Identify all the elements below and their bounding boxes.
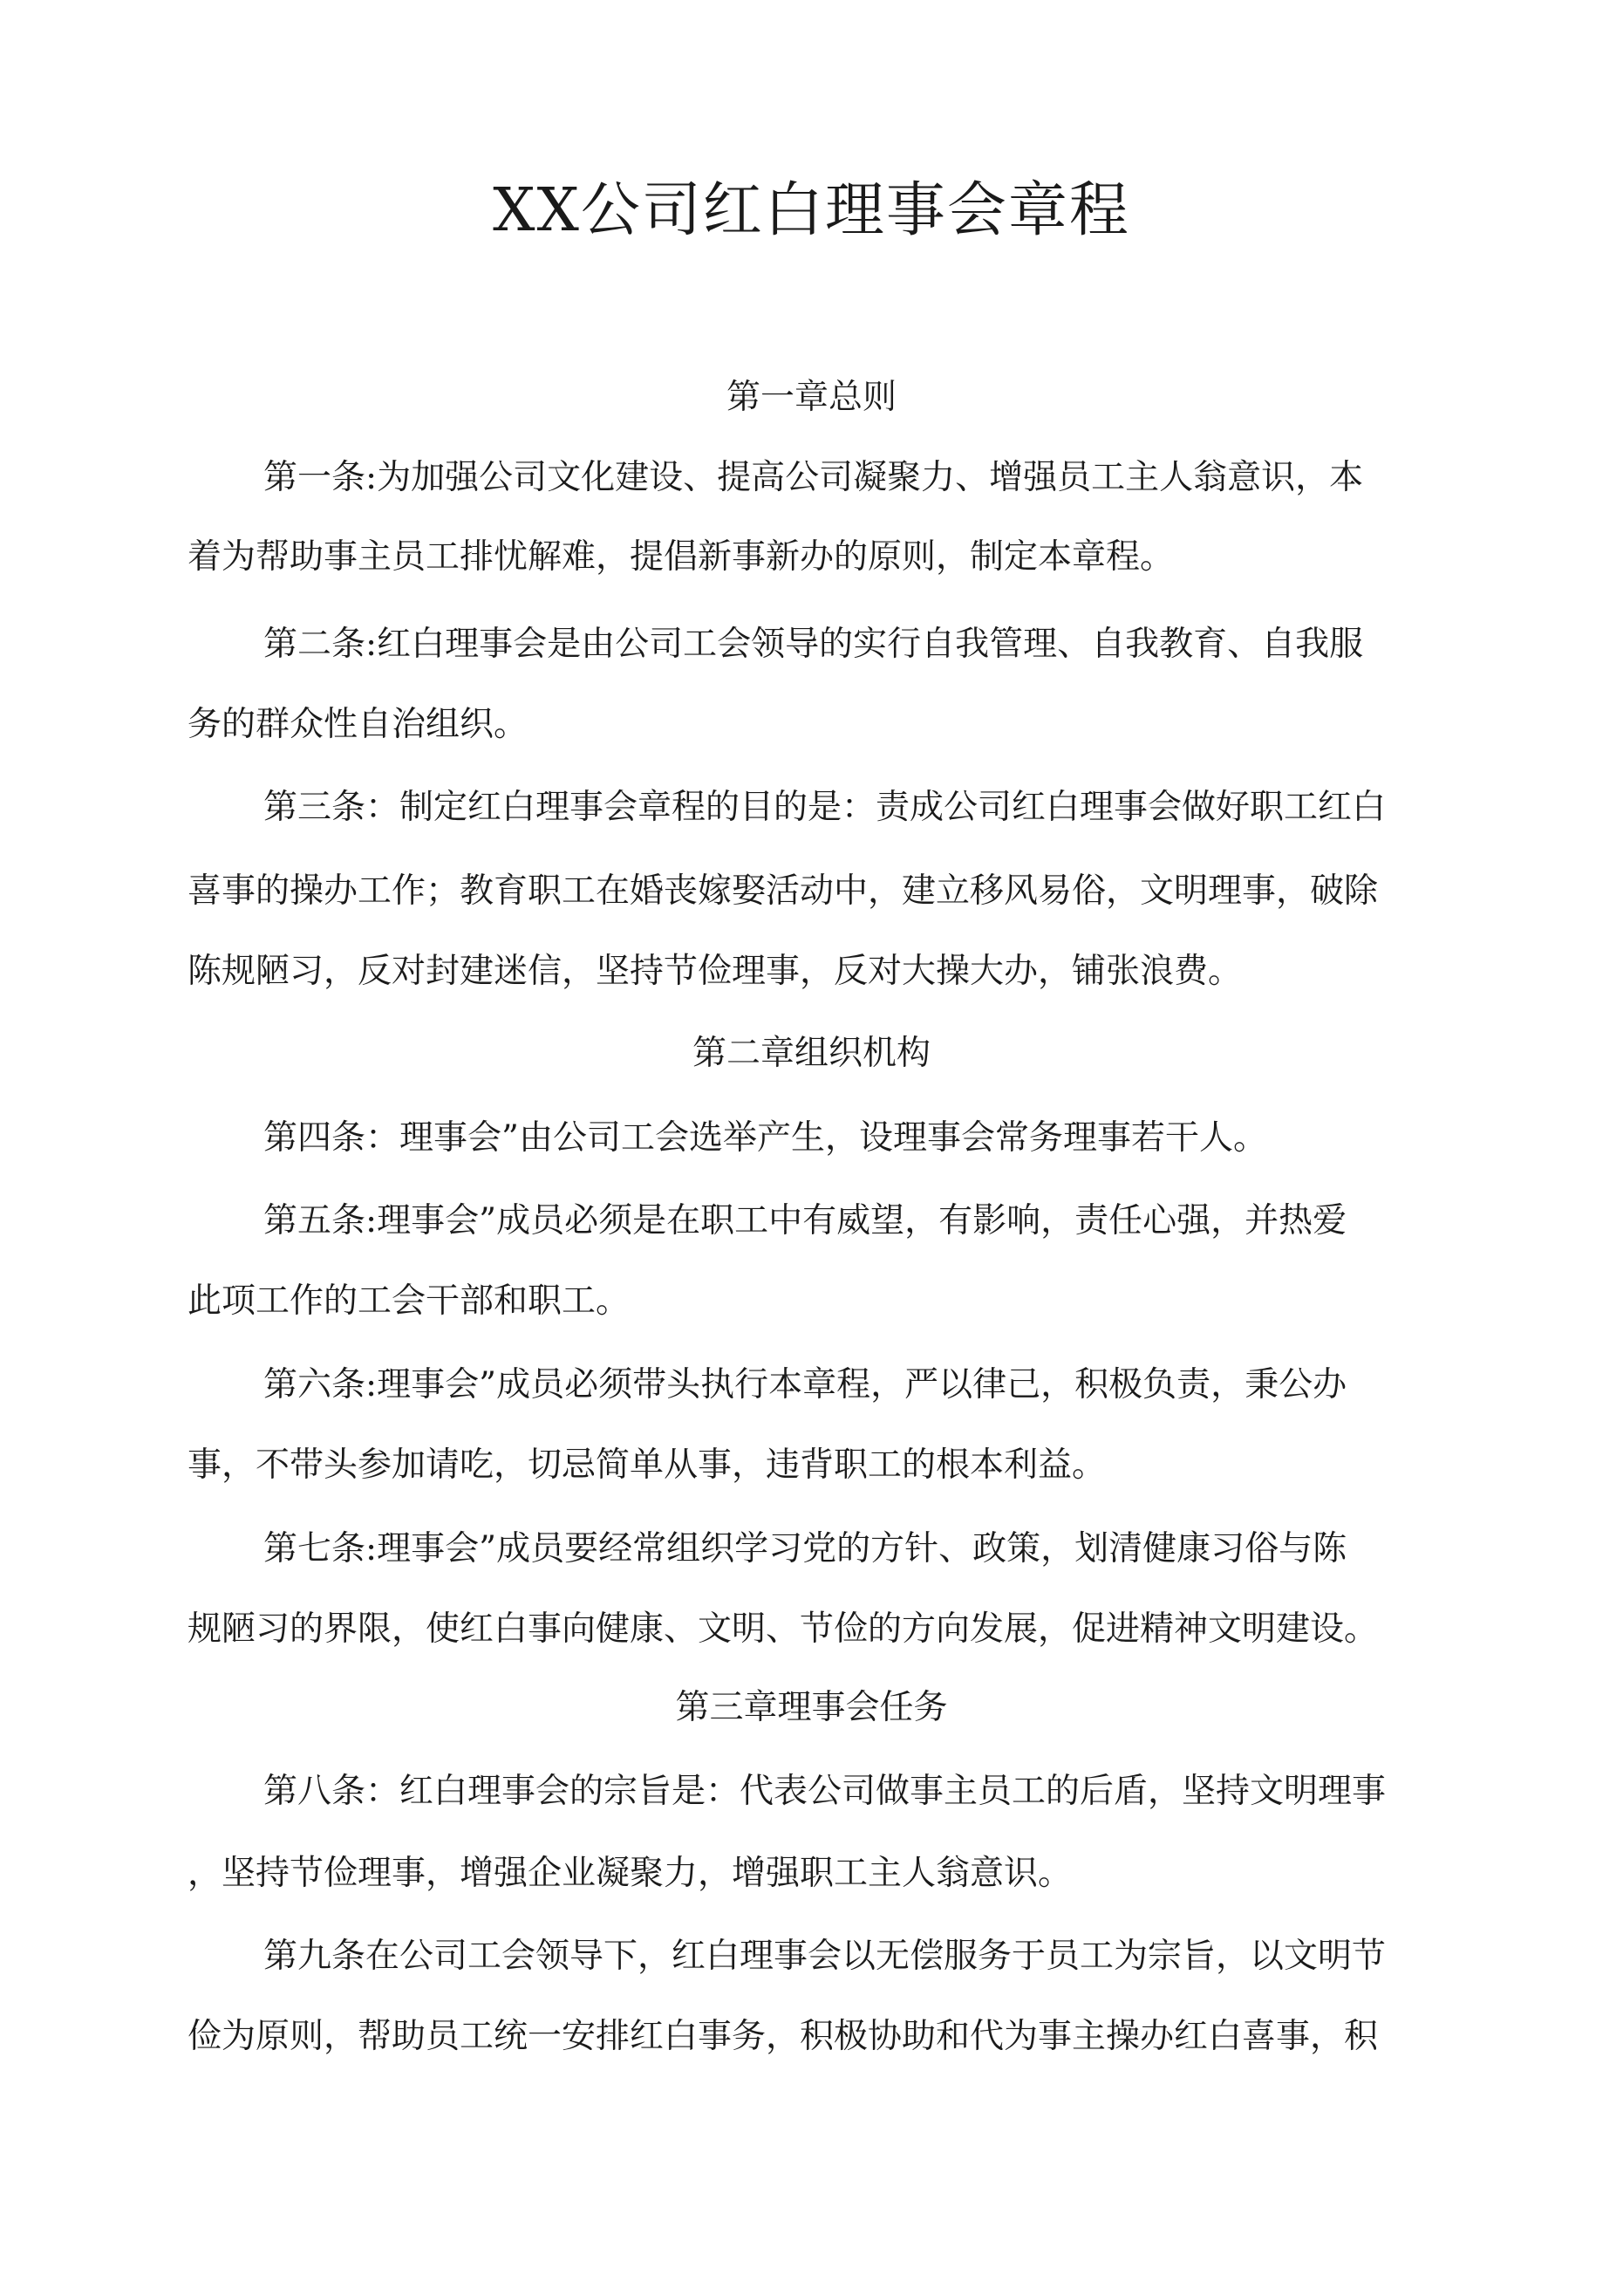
- article-2-line-1: 第二条:红白理事会是由公司工会领导的实行自我管理、自我教育、自我服: [263, 625, 1364, 664]
- article-3-line-1: 第三条：制定红白理事会章程的目的是：责成公司红白理事会做好职工红白: [263, 788, 1387, 827]
- chapter-heading-tasks: 第三章理事会任务: [675, 1688, 948, 1727]
- article-1-line-1: 第一条:为加强公司文化建设、提高公司凝聚力、增强员工主人翁意识，本: [263, 458, 1364, 497]
- chapter-heading-general: 第一章总则: [726, 378, 897, 417]
- article-5-line-1: 第五条:理事会”成员必须是在职工中有威望，有影响，责任心强，并热爱: [263, 1201, 1347, 1240]
- article-1-line-2: 着为帮助事主员工排忧解难，提倡新事新办的原则，制定本章程。: [188, 537, 1175, 577]
- article-8-line-1: 第八条：红白理事会的宗旨是：代表公司做事主员工的后盾，坚持文明理事: [263, 1772, 1387, 1811]
- article-2-line-2: 务的群众性自治组织。: [188, 705, 528, 744]
- article-7-line-2: 规陋习的界限，使红白事向健康、文明、节俭的方向发展，促进精神文明建设。: [188, 1609, 1379, 1649]
- article-3-line-3: 陈规陋习，反对封建迷信，坚持节俭理事，反对大操大办，铺张浪费。: [188, 952, 1243, 991]
- article-3-line-2: 喜事的操办工作；教育职工在婚丧嫁娶活动中，建立移风易俗，文明理事，破除: [188, 871, 1379, 911]
- article-7-line-1: 第七条:理事会”成员要经常组织学习党的方针、政策，划清健康习俗与陈: [263, 1529, 1347, 1568]
- article-5-line-2: 此项工作的工会干部和职工。: [188, 1281, 631, 1321]
- article-9-line-2: 俭为原则，帮助员工统一安排红白事务，积极协助和代为事主操办红白喜事，积: [188, 2017, 1379, 2056]
- article-8-line-2: ，坚持节俭理事，增强企业凝聚力，增强职工主人翁意识。: [188, 1854, 1073, 1893]
- article-6-line-1: 第六条:理事会”成员必须带头执行本章程，严以律己，积极负责，秉公办: [263, 1365, 1347, 1404]
- chapter-heading-organization: 第二章组织机构: [692, 1034, 931, 1073]
- article-4-line-1: 第四条：理事会”由公司工会选举产生，设理事会常务理事若干人。: [263, 1118, 1267, 1158]
- article-6-line-2: 事，不带头参加请吃，切忌简单从事，违背职工的根本利益。: [188, 1445, 1107, 1485]
- article-9-line-1: 第九条在公司工会领导下，红白理事会以无偿服务于员工为宗旨，以文明节: [263, 1937, 1387, 1976]
- document-title: XX公司红白理事会章程: [493, 176, 1130, 245]
